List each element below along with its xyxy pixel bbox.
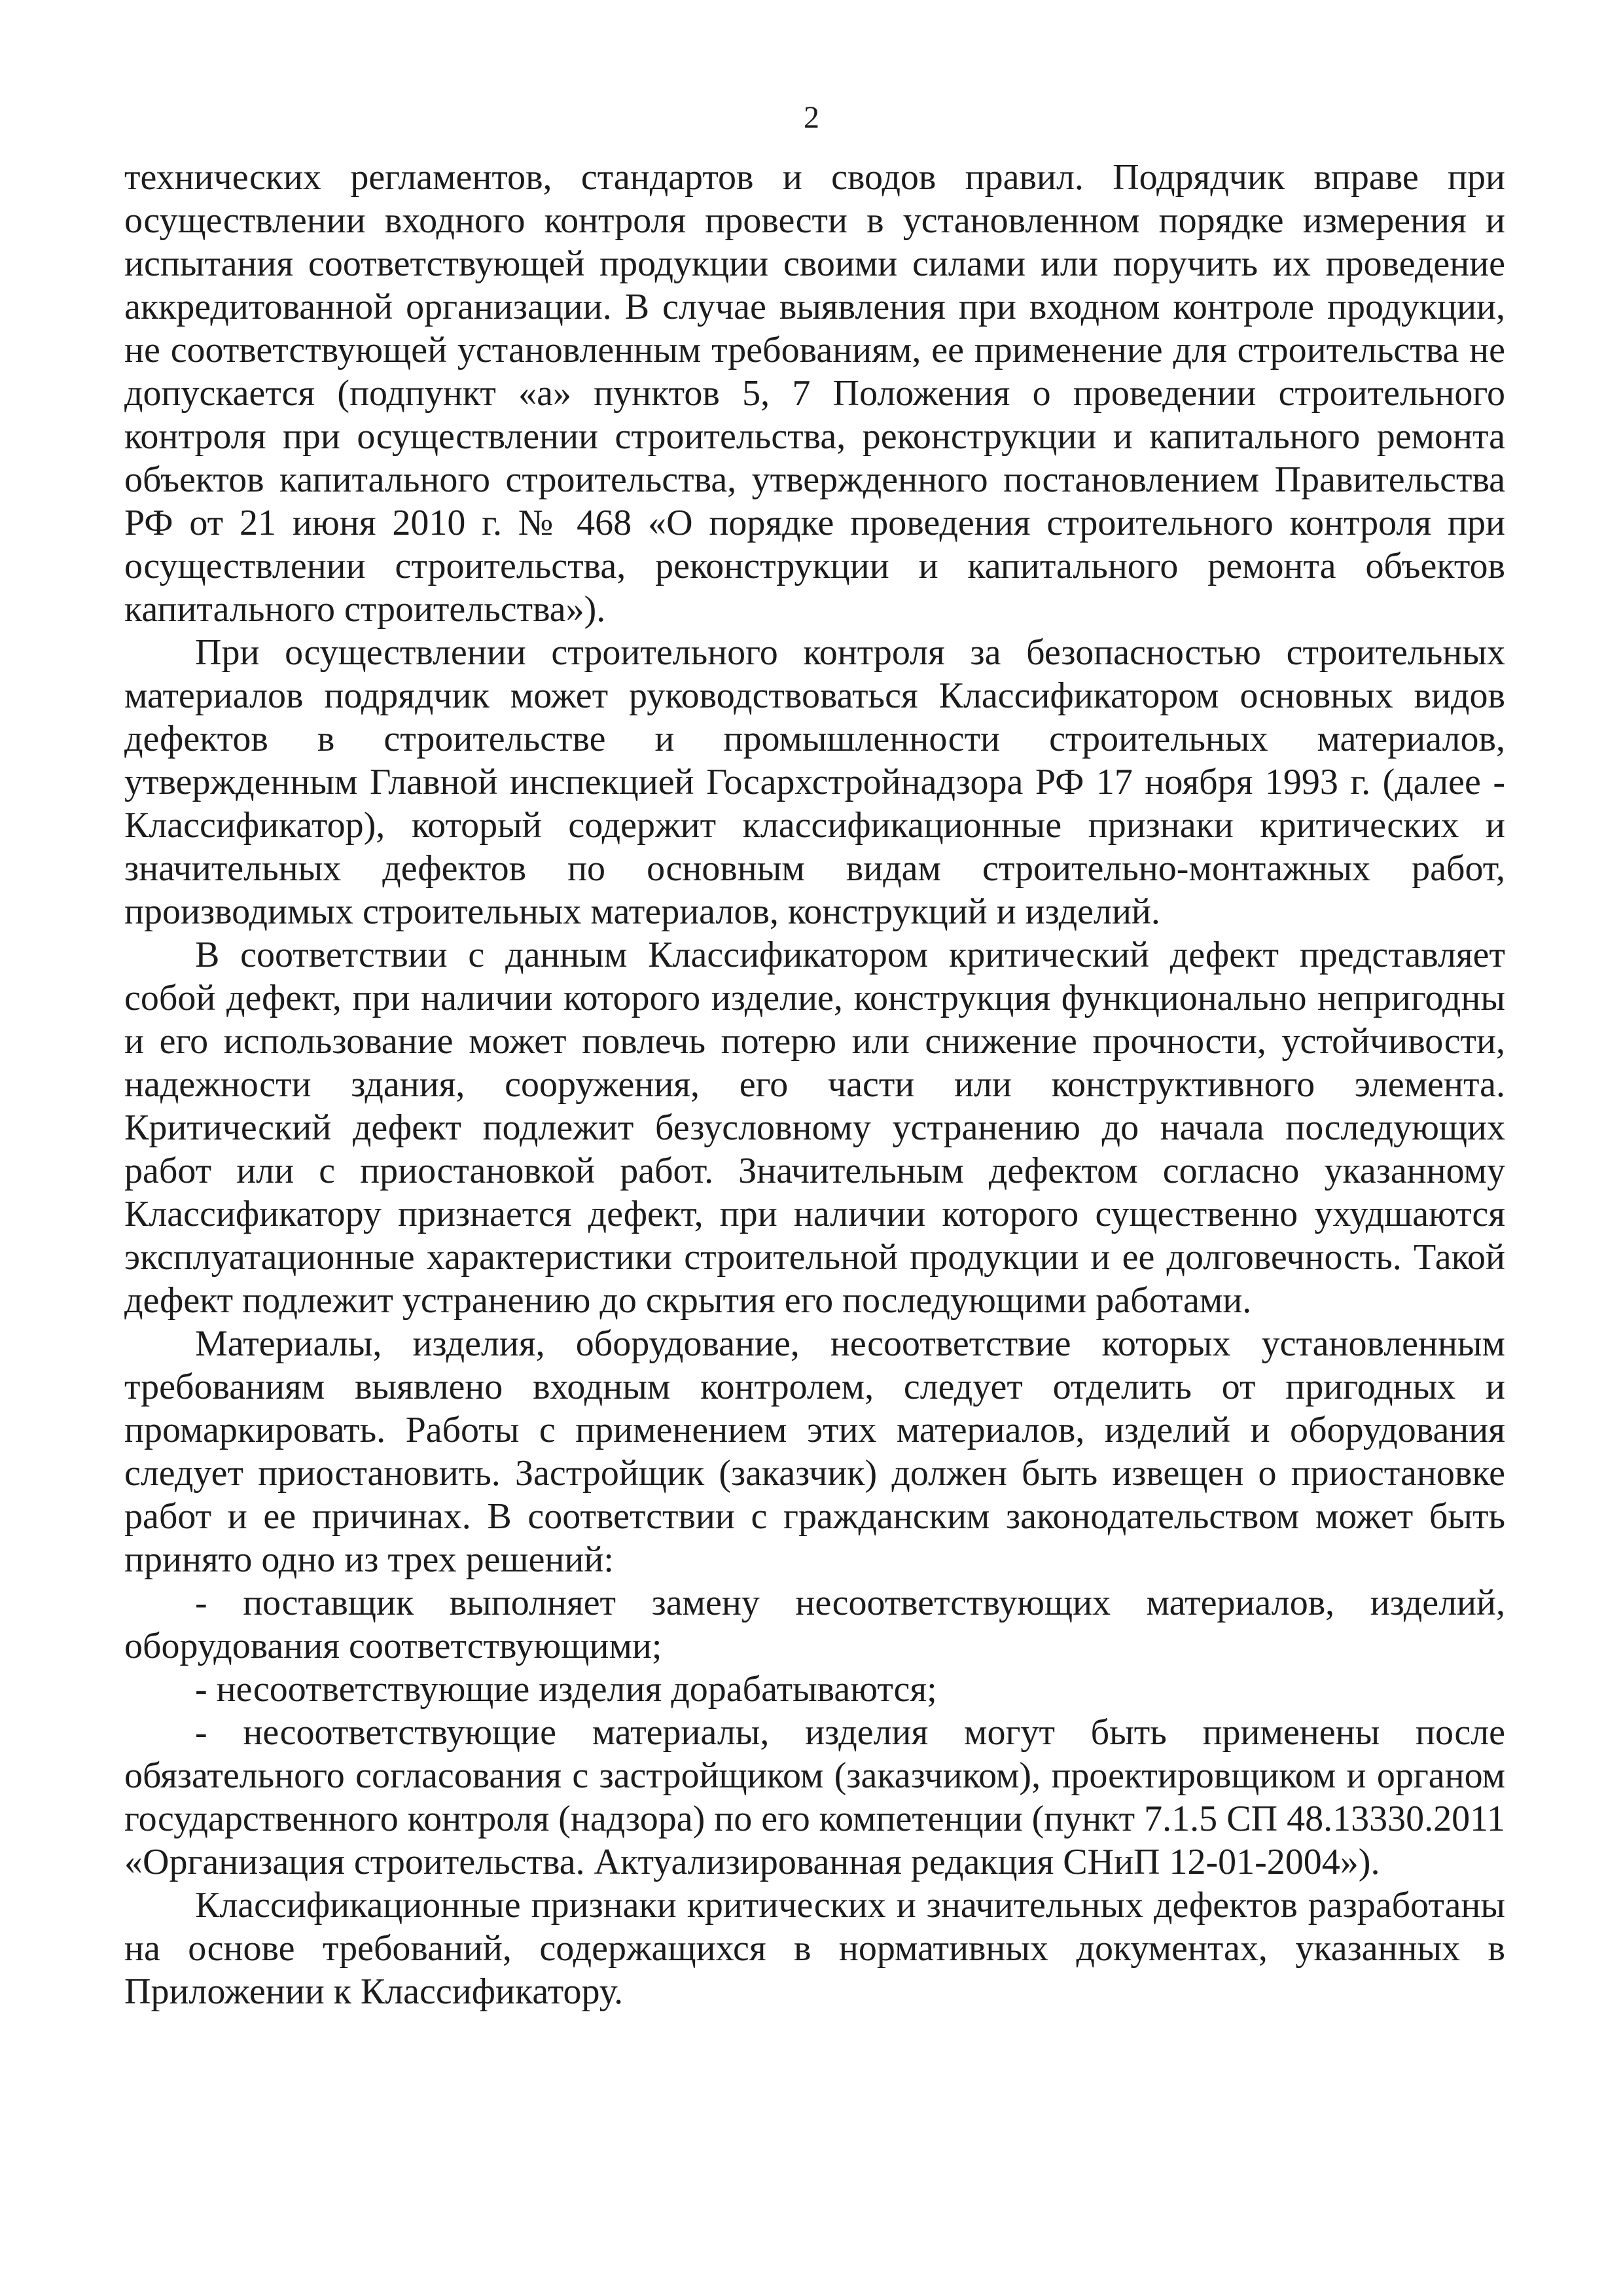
list-item-rework: - несоответствующие изделия дорабатываются;: [195, 1669, 937, 1710]
paragraph-continuation: технических регламентов, стандартов и сводов правил. Подрядчик вправе при осуществлении входного контроля провести в установленном порядке измерения и испытания соответствующей продукции своими силами или поручить их проведение аккредитованной организации. В случае выявления при входном контроле продукции, не соответствующей установленным требованиям, ее применение для строительства не допускается (подпункт «а» пунктов 5, 7 Положения о проведении строительного контроля при осуществлении строительства, реконструкции и капитального ремонта объектов капитального строительства, утвержденного постановлением Правительства РФ от 21 июня 2010 г. № 468 «О порядке проведения строительного контроля при осуществлении строительства, реконструкции и капитального ремонта объектов капитального строительства»).: [124, 157, 1505, 630]
list-item-approval: - несоответствующие материалы, изделия могут быть применены после обязательного согласования с застройщиком (заказчиком), проектировщиком и органом государственного контроля (надзора) по его компетенции (пункт 7.1.5 СП 48.13330.2011 «Организация строительства. Актуализированная редакция СНиП 12-01-2004»).: [124, 1712, 1505, 1882]
paragraph-classification-basis: Классификационные признаки критических и значительных дефектов разработаны на основе требований, содержащихся в нормативных документах, указанных в Приложении к Классификатору.: [124, 1885, 1505, 2012]
page-number: 2: [804, 100, 819, 135]
list-item-replacement: - поставщик выполняет замену несоответствующих материалов, изделий, оборудования соответствующими;: [124, 1583, 1505, 1666]
document-body: [124, 156, 1505, 2013]
paragraph-classifier-intro: При осуществлении строительного контроля за безопасностью строительных материалов подрядчик может руководствоваться Классификатором основных видов дефектов в строительстве и промышленности строительных материалов, утвержденным Главной инспекцией Госархстройнадзора РФ 17 ноября 1993 г. (далее - Классификатор), который содержит классификационные признаки критических и значительных дефектов по основным видам строительно-монтажных работ, производимых строительных материалов, конструкций и изделий.: [124, 632, 1505, 932]
paragraph-defect-definitions: В соответствии с данным Классификатором критический дефект представляет собой дефект, при наличии которого изделие, конструкция функционально непригодны и его использование может повлечь потерю или снижение прочности, устойчивости, надежности здания, сооружения, его части или конструктивного элемента. Критический дефект подлежит безусловному устранению до начала последующих работ или с приостановкой работ. Значительным дефектом согласно указанному Классификатору признается дефект, при наличии которого существенно ухудшаются эксплуатационные характеристики строительной продукции и ее долговечность. Такой дефект подлежит устранению до скрытия его последующими работами.: [124, 935, 1505, 1321]
paragraph-nonconforming-materials: Материалы, изделия, оборудование, несоответствие которых установленным требованиям выявлено входным контролем, следует отделить от пригодных и промаркировать. Работы с применением этих материалов, изделий и оборудования следует приостановить. Застройщик (заказчик) должен быть извещен о приостановке работ и ее причинах. В соответствии с гражданским законодательством может быть принято одно из трех решений:: [124, 1323, 1505, 1580]
